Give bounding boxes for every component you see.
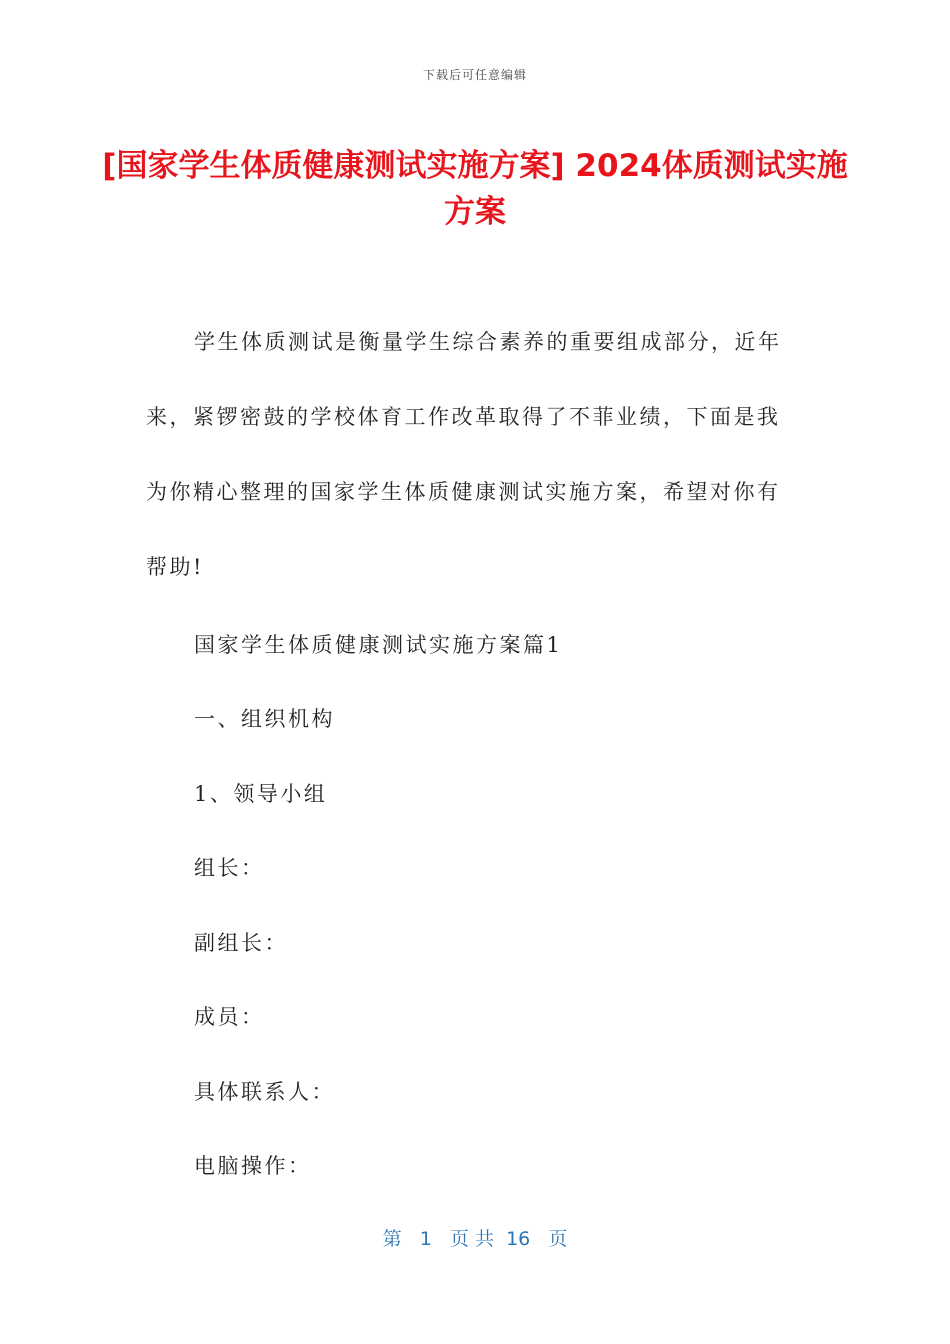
document-title: [国家学生体质健康测试实施方案] 2024体质测试实施方案 [102, 148, 848, 230]
current-page-number: 1 [419, 1228, 432, 1250]
total-pages-number: 16 [506, 1228, 531, 1250]
intro-paragraph: 学生体质测试是衡量学生综合素养的重要组成部分，近年来，紧锣密鼓的学校体育工作改革取得了不菲业绩，下面是我为你精心整理的国家学生体质健康测试实施方案，希望对你有帮助! [146, 330, 782, 579]
field-leader: 组长： [194, 856, 265, 880]
header-note: 下载后可任意编辑 [422, 68, 527, 82]
subheading-leadership-group: 1、领导小组 [194, 782, 328, 806]
field-contact-person: 具体联系人： [194, 1080, 335, 1104]
field-computer-operator: 电脑操作： [194, 1154, 312, 1178]
page-label-mid: 页 共 [449, 1228, 494, 1250]
field-deputy-leader: 副组长： [194, 931, 288, 955]
field-members: 成员： [194, 1005, 265, 1029]
subheading-organization: 一、组织机构 [194, 707, 335, 731]
page-label-prefix: 第 [382, 1228, 402, 1250]
page-label-suffix: 页 [548, 1228, 568, 1250]
section-heading: 国家学生体质健康测试实施方案篇1 [194, 633, 563, 657]
page-footer [0, 1224, 950, 1251]
